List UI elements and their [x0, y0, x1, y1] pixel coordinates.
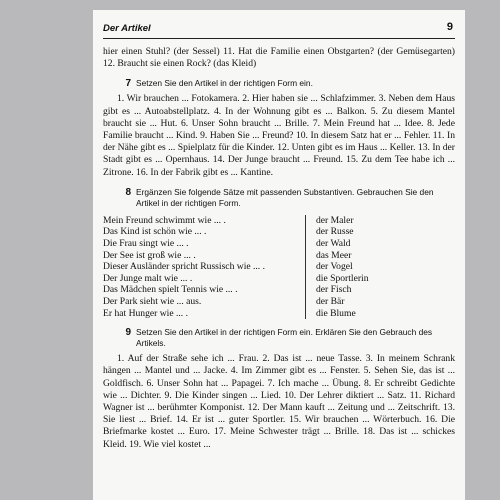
sentence-item: Mein Freund schwimmt wie ... . — [103, 214, 226, 226]
noun-item: der Russe — [316, 226, 354, 238]
task-9-text: 1. Auf der Straße sehe ich ... Frau. 2. Das ist ... neue Tasse. 3. In meinem Schrank hängen ... Mantel und ... Jacke. 4. Im Zimmer gibt es ... Fenster. 5. Sehen Sie, das ist ... Goldfisch. 6. Unser Sohn hat ... Papagei. 7. Ich mache ... Übung. 8. Er schreibt Gedichte wie ... Dichter. 9. Die Kinder singen ... Lied. 10. Der Lehrer diktiert ... Satz. 11. Richard Wagner ist ... berühmter Komponist. 12. Der Mann kauft ... Zeitung und ... Zeitschrift. 13. Sie liest ... Brief. 14. Er ist ... guter Sportler. 15. Wir brauchen ... Wörterbuch. 16. Die Briefmarke kostet ... Euro. 17. Meine Schwester trägt ... Brille. 18. Das ist ... schickes Kleid. 19. Wie viel kostet ... — [103, 353, 455, 450]
sentence-item: Der Junge malt wie ... . — [103, 272, 193, 284]
task-instruction: Setzen Sie den Artikel in der richtigen Form ein. — [136, 78, 313, 89]
noun-item: die Sportlerin — [316, 272, 369, 284]
task-instruction: Setzen Sie den Artikel in der richtigen Form ein. Erklären Sie den Gebrauch des Artikels. — [136, 327, 433, 349]
sentence-item: Er hat Hunger wie ... . — [103, 307, 188, 319]
noun-item: der Maler — [316, 214, 354, 226]
task-9-heading — [103, 327, 455, 349]
sentence-item: Dieser Ausländer spricht Russisch wie ... . — [103, 261, 266, 273]
task-instruction: Ergänzen Sie folgende Sätze mit passenden Substantiven. Gebrauchen Sie den Artikel in der richtigen Form. — [136, 186, 434, 208]
chapter-title: Der Artikel — [103, 23, 151, 34]
task-number: 9 — [125, 327, 131, 339]
page-number: 9 — [446, 21, 453, 33]
task-8-heading — [103, 187, 455, 209]
column-divider — [305, 215, 306, 319]
task-8-exercise — [103, 215, 455, 319]
book-page — [93, 10, 465, 500]
task-number: 8 — [125, 186, 131, 198]
noun-item: die Blume — [316, 307, 356, 319]
noun-item: der Bär — [316, 295, 345, 307]
task-7-heading — [103, 78, 455, 89]
sentence-item: Das Kind ist schön wie ... . — [103, 226, 207, 238]
noun-item: der Fisch — [316, 284, 352, 296]
sentence-list — [103, 215, 303, 319]
task-7-text: 1. Wir brauchen ... Fotokamera. 2. Hier haben sie ... Schlafzimmer. 3. Neben dem Haus gibt es ... Autoabstellplatz. 4. In der Wohnung gibt es ... Balkon. 5. Zu diesem Mantel braucht sie ... Hut. 6. Unser Sohn braucht ... Brille. 7. Mein Freund hat ... Idee. 8. Jede Familie braucht ... Kind. 9. Haben Sie ... Freund? 10. In diesem Satz hat er ... Fehler. 11. In der Nähe gibt es ... Spielplatz für die Kinder. 12. Unten gibt es im Haus ... Keller. 13. In der Stadt gibt es ... Opernhaus. 14. Der Junge braucht ... Freund. 15. Zu dem Tee habe ich ... Zitrone. 16. In der Fabrik gibt es ... Kantine. — [103, 93, 455, 178]
sentence-item: Der See ist groß wie ... . — [103, 249, 196, 261]
sentence-item: Der Park sieht wie ... aus. — [103, 295, 202, 307]
noun-item: das Meer — [316, 249, 352, 261]
intro-text: hier einen Stuhl? (der Sessel) 11. Hat die Familie einen Obstgarten? (der Gemüsegarten) 12. Braucht sie einen Rock? (das Kleid) — [103, 46, 455, 70]
noun-item: der Vogel — [316, 261, 353, 273]
task-number: 7 — [125, 78, 131, 90]
noun-item: der Wald — [316, 238, 351, 250]
noun-list — [314, 215, 436, 319]
sentence-item: Das Mädchen spielt Tennis wie ... . — [103, 284, 238, 296]
page-header — [103, 22, 455, 39]
sentence-item: Die Frau singt wie ... . — [103, 238, 189, 250]
